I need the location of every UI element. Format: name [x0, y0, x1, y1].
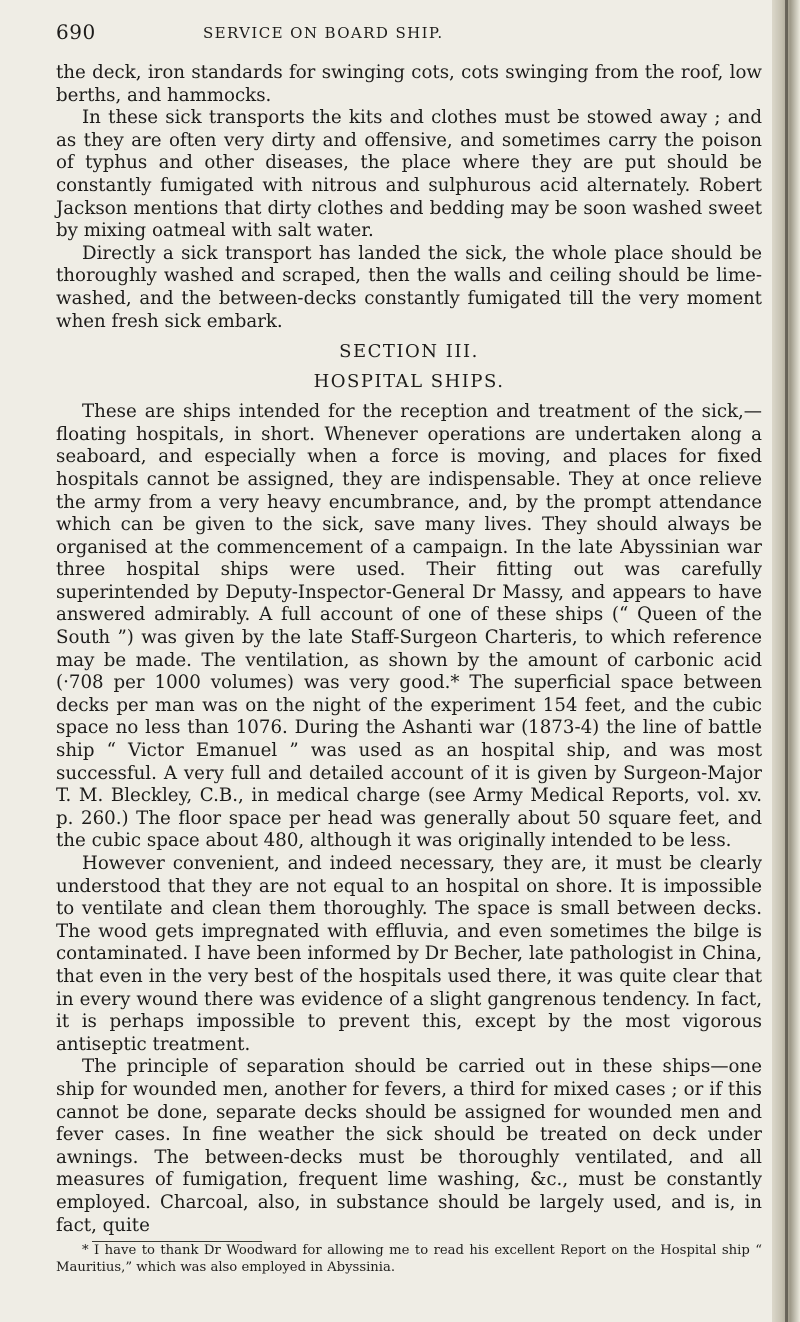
body-text: [56, 62, 762, 1276]
paragraph-hospital-ships: These are ships intended for the reception and treatment of the sick,—floating hospitals, in short. Whenever operations are undertaken along a seaboard, and especially when a force is moving, and places for fixed hospitals cannot be assigned, they are indispensable. They at once relieve the army from a very heavy encumbrance, and, by the prompt attendance which can be given to the sick, save many lives. They should always be organised at the commencement of a campaign. In the late Abyssinian war three hospital ships were used. Their fitting out was carefully superintended by Deputy-Inspector-General Dr Massy, and appears to have answered admirably. A full account of one of these ships (“ Queen of the South ”) was given by the late Staff-Surgeon Charteris, to which reference may be made. The ventilation, as shown by the amount of carbonic acid (·708 per 1000 volumes) was very good.* The superficial space between decks per man was on the night of the experiment 154 feet, and the cubic space no less than 1076. During the Ashanti war (1873-4) the line of battle ship “ Victor Emanuel ” was used as an hospital ship, and was most successful. A very full and detailed account of it is given by Surgeon-Major T. M. Bleckley, C.B., in medical charge (see Army Medical Reports, vol. xv. p. 260.) The floor space per head was generally about 50 square feet, and the cubic space about 480, although it was originally intended to be less.: [56, 401, 762, 852]
paragraph-sick-transports: In these sick transports the kits and clothes must be stowed away ; and as they are often very dirty and offensive, and sometimes carry the poison of typhus and other diseases, the place where they are put should be constantly fumigated with nitrous and sulphurous acid alternately. Robert Jackson mentions that dirty clothes and bedding may be soon washed sweet by mixing oatmeal with salt water.: [56, 107, 762, 242]
running-head: SERVICE ON BOARD SHIP.: [203, 24, 444, 42]
page-number: 690: [56, 20, 96, 44]
footnote: * I have to thank Dr Woodward for allowing me to read his excellent Report on the Hospital ship “ Mauritius,” which was also employed in Abyssinia.: [56, 1243, 762, 1276]
paragraph-landing: Directly a sick transport has landed the sick, the whole place should be thoroughly washed and scraped, then the walls and ceiling should be lime-washed, and the between-decks constantly fumigated till the very moment when fresh sick embark.: [56, 242, 762, 332]
section-title: SECTION III.: [339, 341, 479, 363]
paragraph-limitations: However convenient, and indeed necessary, they are, it must be clearly understood that they are not equal to an hospital on shore. It is impossible to ventilate and clean them thoroughly. The space is small between decks. The wood gets impregnated with effluvia, and even sometimes the bilge is contaminated. I have been informed by Dr Becher, late pathologist in China, that even in the very best of the hospitals used there, it was quite clear that in every wound there was evidence of a slight gangrenous tendency. In fact, it is perhaps impossible to prevent this, except by the most vigorous antiseptic treatment.: [56, 853, 762, 1055]
page-header: [56, 18, 756, 48]
paragraph-continuation: the deck, iron standards for swinging cots, cots swinging from the roof, low berths, and hammocks.: [56, 62, 762, 106]
binding-line: [785, 0, 788, 1322]
section-subtitle: HOSPITAL SHIPS.: [313, 371, 505, 393]
paragraph-separation: The principle of separation should be carried out in these ships—one ship for wounded men, another for fevers, a third for mixed cases ; or if this cannot be done, separate decks should be assigned for wounded men and fever cases. In fine weather the sick should be treated on deck under awnings. The between-decks must be thoroughly ventilated, and all measures of fumigation, frequent lime washing, &c., must be constantly employed. Charcoal, also, in substance should be largely used, and is, in fact, quite: [56, 1056, 762, 1236]
